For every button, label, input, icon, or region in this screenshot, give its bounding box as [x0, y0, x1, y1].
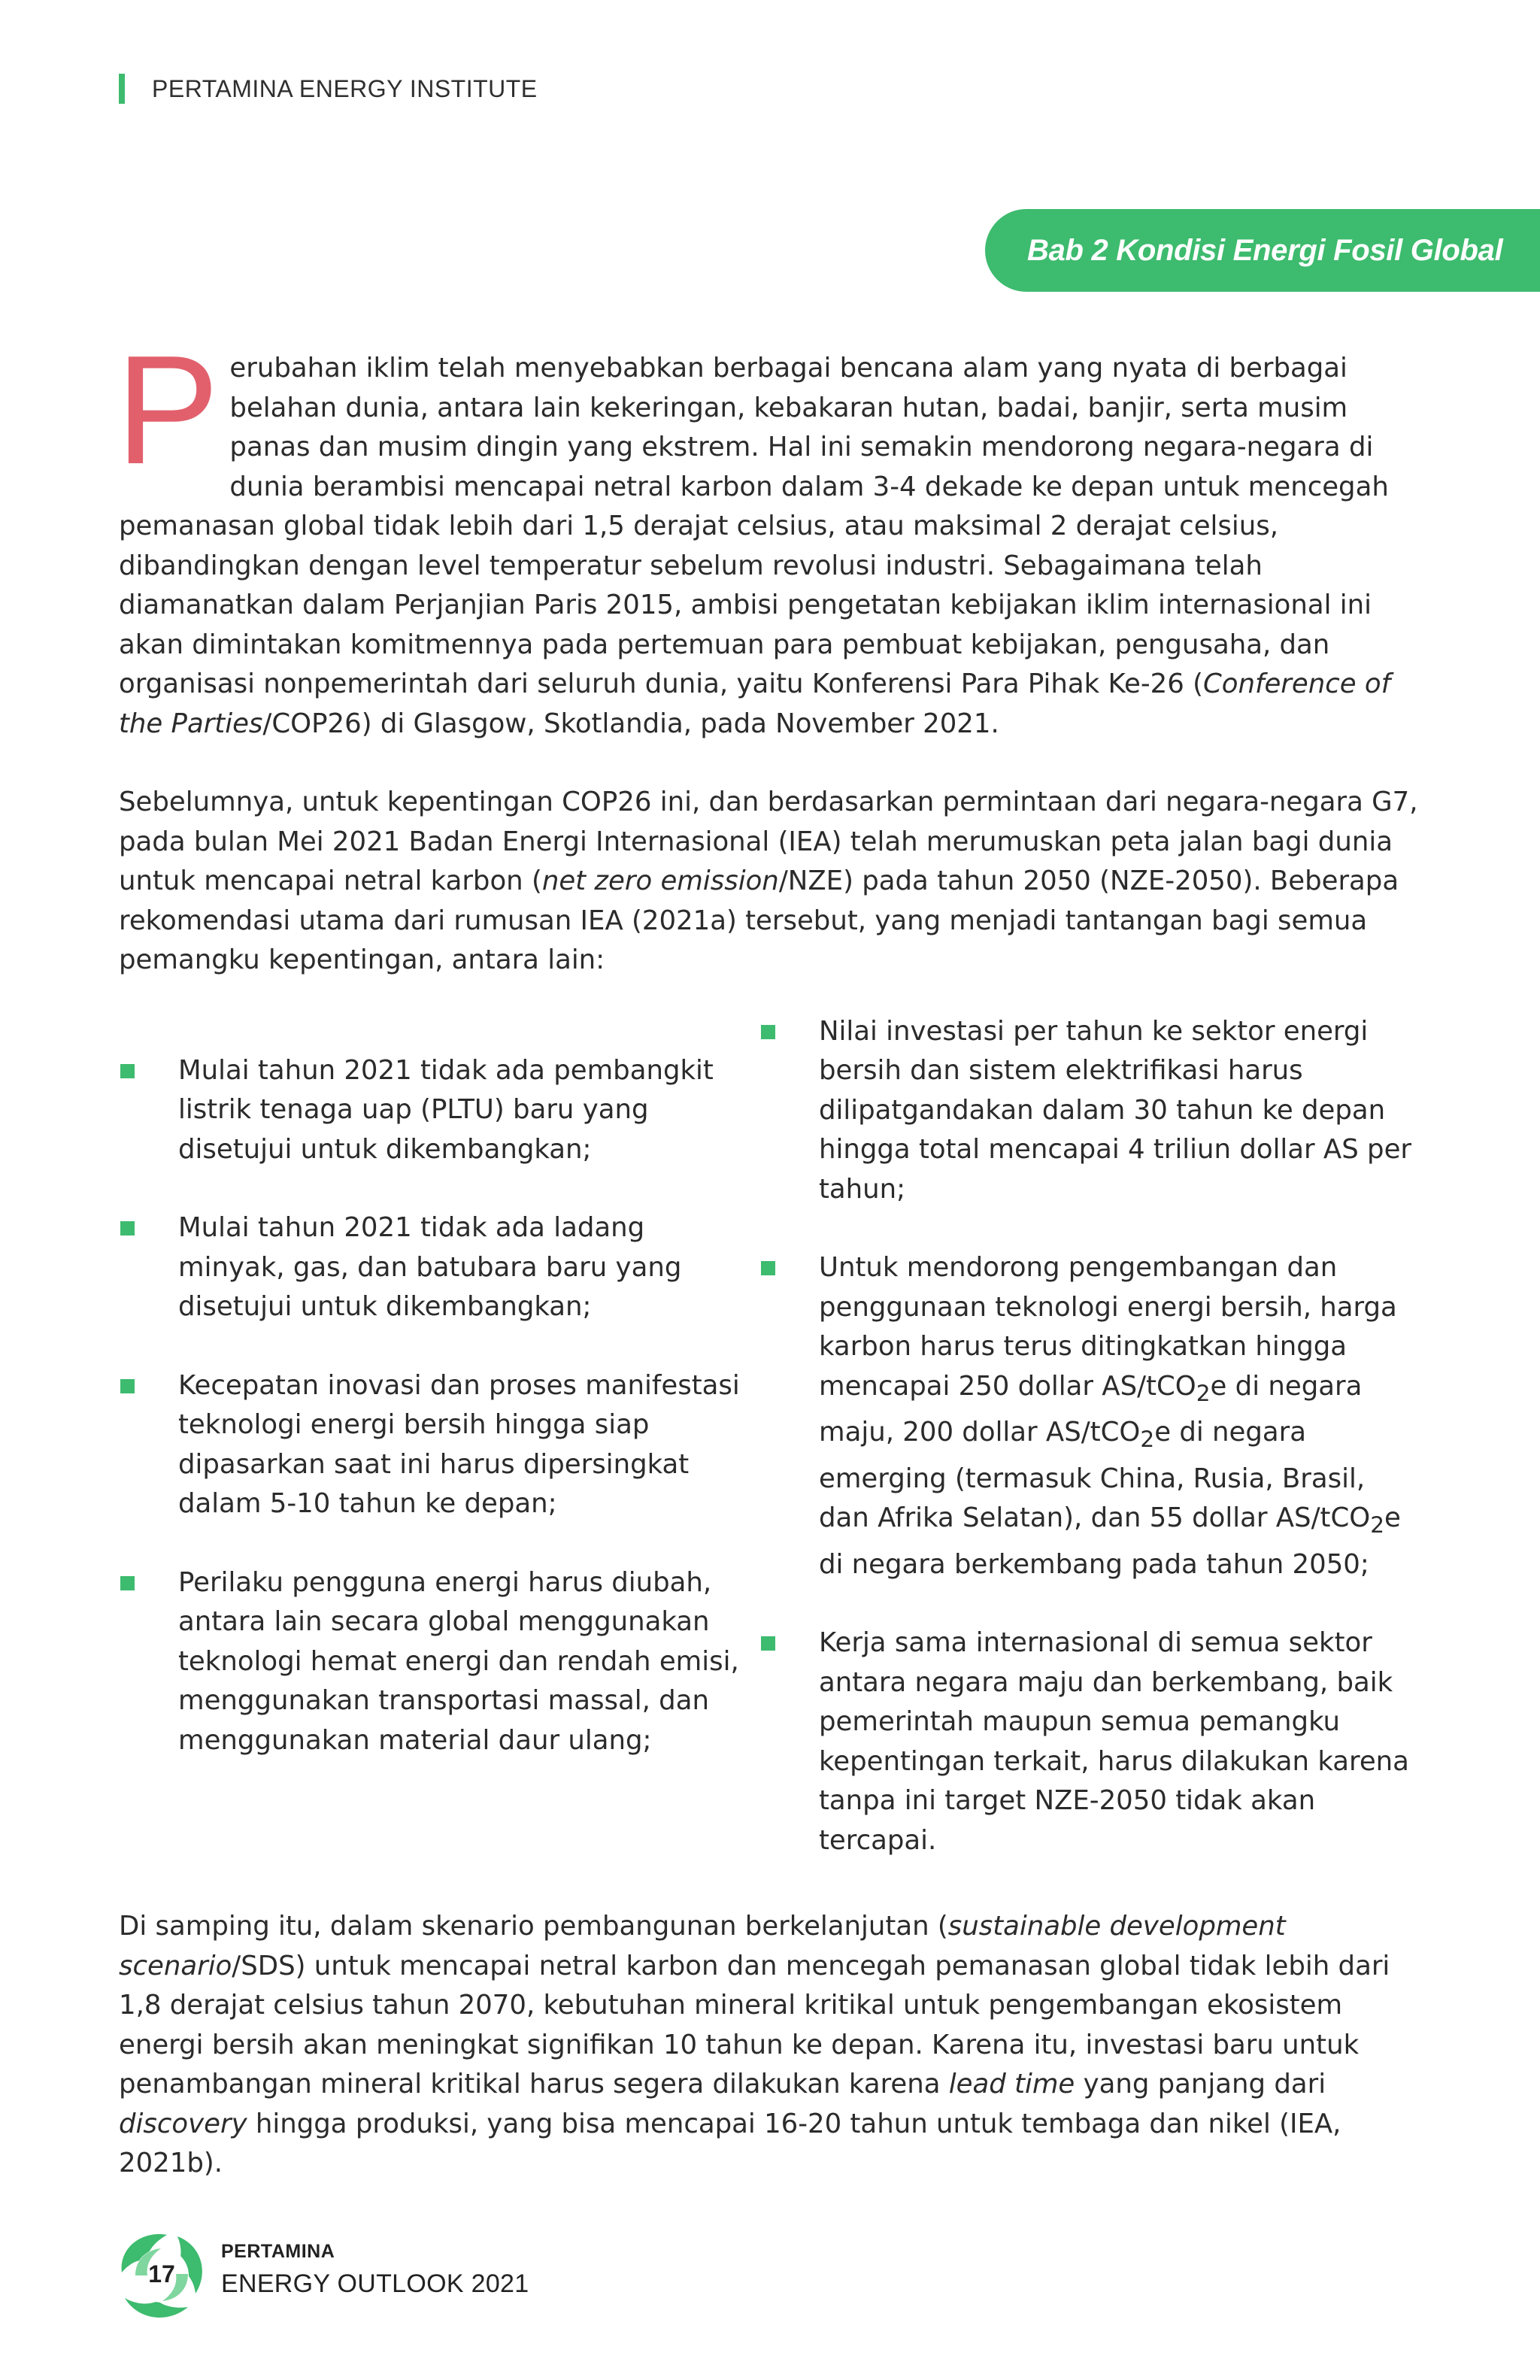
list-item-text: Mulai tahun 2021 tidak ada ladang minyak, gas, dan batubara baru yang disetujui untuk dikembangkan;	[178, 1212, 682, 1322]
list-item-text: Mulai tahun 2021 tidak ada pembangkit listrik tenaga uap (PLTU) baru yang disetujui untuk dikembangkan;	[178, 1054, 714, 1165]
minerals-paragraph	[119, 1907, 1421, 2184]
minerals-text-3: yang panjang dari	[1075, 2069, 1326, 2100]
drop-cap: P	[116, 323, 220, 496]
roadmap-text: Sebelumnya, untuk kepentingan COP26 ini, dan berdasarkan permintaan dari negara-negara G7, pada bulan Mei 2021 Badan Energi Internasional (IEA) telah merumuskan peta jalan bagi dunia untuk mencapai netral karbon (	[119, 787, 1418, 896]
square-bullet-icon	[761, 1636, 775, 1651]
list-item	[119, 1051, 758, 1170]
carbon-price-text-4: e di negara berkembang pada tahun 2050;	[819, 1502, 1401, 1580]
list-item	[119, 1366, 758, 1524]
list-item-text: Kerja sama internasional di semua sektor antara negara maju dan berkembang, baik pemerintah maupun semua pemangku kepentingan terkait, harus dilakukan karena tanpa ini target NZE-2050 tidak akan tercapai.	[819, 1627, 1409, 1856]
subscript-2: 2	[1196, 1380, 1211, 1406]
minerals-text: Di samping itu, dalam skenario pembangunan berkelanjutan (	[119, 1911, 948, 1942]
carbon-price-text-3: e di negara emerging (termasuk China, Rusia, Brasil, dan Afrika Selatan), dan 55 dollar AS/tCO	[819, 1417, 1371, 1534]
lead-time-italic-term: lead time	[948, 2069, 1075, 2100]
intro-text: erubahan iklim telah menyebabkan berbagai bencana alam yang nyata di berbagai belahan dunia, antara lain kekeringan, kebakaran hutan, badai, banjir, serta musim panas dan musim dingin yang ekstrem. Hal ini semakin mendorong negara-negara di dunia berambisi mencapai netral karbon dalam 3-4 dekade ke depan untuk mencegah pemanasan global tidak lebih dari 1,5 derajat celsius, atau maksimal 2 derajat celsius, dibandingkan dengan level temperatur sebelum revolusi industri. Sebagaimana telah diamanatkan dalam Perjanjian Paris 2015, ambisi pengetatan kebijakan iklim internasional ini akan dimintakan komitmennya pada pertemuan para pembuat kebijakan, pengusaha, dan organisasi nonpemerintah dari seluruh dunia, yaitu Konferensi Para Pihak Ke-26 (	[119, 353, 1389, 699]
list-item-text	[819, 1248, 1421, 1584]
minerals-text-end: hingga produksi, yang bisa mencapai 16-20 tahun untuk tembaga dan nikel (IEA, 2021b).	[119, 2108, 1341, 2179]
chapter-tab	[985, 209, 1540, 292]
list-item	[759, 1012, 1421, 1210]
page-body	[116, 323, 1421, 2184]
roadmap-italic-term: net zero emission	[541, 866, 779, 896]
list-item	[759, 1248, 1421, 1584]
recommendation-columns	[119, 1012, 1421, 1900]
discovery-italic-term: discovery	[119, 2108, 247, 2139]
chapter-tab-label: Bab 2 Kondisi Energi Fosil Global	[1027, 233, 1503, 267]
footer-publication: ENERGY OUTLOOK 2021	[221, 2269, 529, 2298]
carbon-price-text-2: e di negara maju, 200 dollar AS/tCO	[819, 1370, 1363, 1448]
header-title: PERTAMINA ENERGY INSTITUTE	[152, 74, 538, 102]
square-bullet-icon	[120, 1064, 135, 1078]
square-bullet-icon	[120, 1221, 135, 1235]
recommendations-left	[119, 1012, 758, 1900]
subscript-2: 2	[1140, 1426, 1155, 1453]
roadmap-text-end: /NZE) pada tahun 2050 (NZE-2050). Beberapa rekomendasi utama dari rumusan IEA (2021a) tersebut, yang menjadi tantangan bagi semua pemangku kepentingan, antara lain:	[119, 866, 1399, 975]
square-bullet-icon	[761, 1261, 775, 1275]
subscript-2: 2	[1370, 1512, 1385, 1539]
page-footer	[113, 2226, 639, 2324]
carbon-price-text-1: Untuk mendorong pengembangan dan penggunaan teknologi energi bersih, harga karbon harus terus ditingkatkan hingga mencapai 250 dollar AS/tCO	[819, 1252, 1397, 1402]
intro-italic-term: Conference of the Parties	[119, 669, 1391, 739]
roadmap-paragraph	[119, 783, 1421, 981]
square-bullet-icon	[120, 1379, 135, 1393]
list-item	[119, 1563, 758, 1761]
minerals-text-2: /SDS) untuk mencapai netral karbon dan mencegah pemanasan global tidak lebih dari 1,8 derajat celsius tahun 2070, kebutuhan mineral kritikal untuk pengembangan ekosistem energi bersih akan meningkat signifikan 10 tahun ke depan. Karena itu, investasi baru untuk penambangan mineral kritikal harus segera dilakukan karena	[119, 1950, 1390, 2100]
list-item	[759, 1624, 1421, 1860]
list-item	[119, 1208, 758, 1327]
square-bullet-icon	[761, 1025, 775, 1039]
intro-paragraph	[116, 323, 1421, 744]
sds-italic-term: sustainable development scenario	[119, 1911, 1286, 1981]
recommendations-right	[759, 1012, 1421, 1900]
square-bullet-icon	[120, 1576, 135, 1590]
list-item-text: Kecepatan inovasi dan proses manifestasi teknologi energi bersih hingga siap dipasarkan saat ini harus dipersingkat dalam 5-10 tahun ke depan;	[178, 1369, 740, 1519]
page-number: 17	[148, 2260, 175, 2288]
running-header	[119, 72, 538, 105]
list-item-text: Nilai investasi per tahun ke sektor energi bersih dan sistem elektrifikasi harus dilipatgandakan dalam 30 tahun ke depan hingga total mencapai 4 triliun dollar AS per tahun;	[819, 1015, 1412, 1205]
footer-brand: PERTAMINA	[221, 2241, 335, 2262]
intro-text-end: /COP26) di Glasgow, Skotlandia, pada November 2021.	[262, 708, 999, 739]
header-accent-bar	[119, 74, 125, 104]
list-item-text: Perilaku pengguna energi harus diubah, antara lain secara global menggunakan teknologi hemat energi dan rendah emisi, menggunakan transportasi massal, dan menggunakan material daur ulang;	[178, 1566, 739, 1756]
